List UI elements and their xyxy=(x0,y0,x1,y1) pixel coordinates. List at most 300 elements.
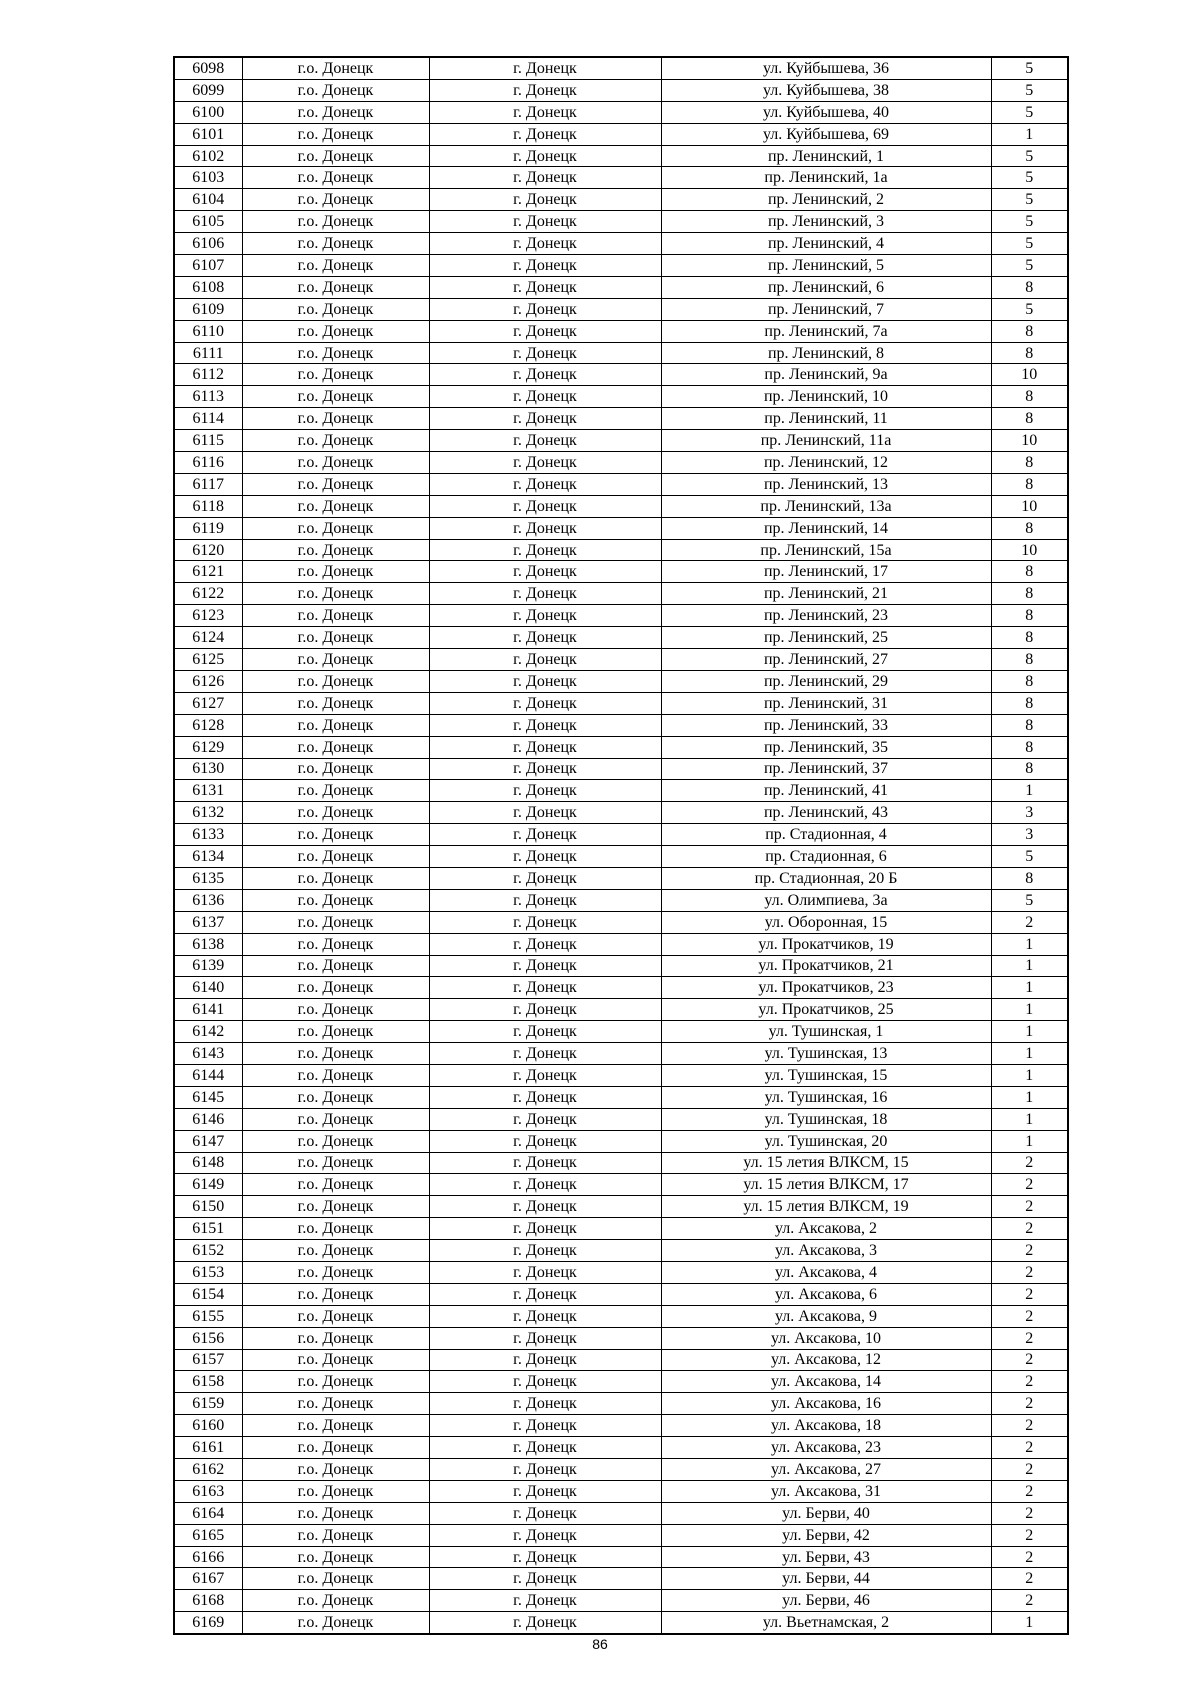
value-cell: 2 xyxy=(991,1305,1068,1327)
value-cell: 5 xyxy=(991,167,1068,189)
table-row xyxy=(174,1196,1068,1218)
city-cell: г. Донецк xyxy=(429,758,661,780)
page-number: 86 xyxy=(592,1636,608,1652)
district-cell: г.о. Донецк xyxy=(242,1305,429,1327)
district-cell: г.о. Донецк xyxy=(242,1502,429,1524)
row-number-cell: 6127 xyxy=(174,692,242,714)
district-cell: г.о. Донецк xyxy=(242,1371,429,1393)
district-cell: г.о. Донецк xyxy=(242,1218,429,1240)
table-row xyxy=(174,320,1068,342)
district-cell: г.о. Донецк xyxy=(242,452,429,474)
address-cell: пр. Ленинский, 35 xyxy=(661,736,991,758)
address-cell: ул. Аксакова, 12 xyxy=(661,1349,991,1371)
address-cell: ул. Прокатчиков, 21 xyxy=(661,955,991,977)
table-body xyxy=(174,57,1068,1634)
address-cell: ул. Берви, 43 xyxy=(661,1546,991,1568)
city-cell: г. Донецк xyxy=(429,1393,661,1415)
district-cell: г.о. Донецк xyxy=(242,1152,429,1174)
city-cell: г. Донецк xyxy=(429,977,661,999)
table-row xyxy=(174,605,1068,627)
row-number-cell: 6129 xyxy=(174,736,242,758)
address-cell: ул. Аксакова, 18 xyxy=(661,1415,991,1437)
table-row xyxy=(174,1568,1068,1590)
address-cell: ул. 15 летия ВЛКСМ, 17 xyxy=(661,1174,991,1196)
city-cell: г. Донецк xyxy=(429,867,661,889)
district-cell: г.о. Донецк xyxy=(242,1086,429,1108)
city-cell: г. Донецк xyxy=(429,1152,661,1174)
address-cell: ул. Берви, 42 xyxy=(661,1524,991,1546)
row-number-cell: 6108 xyxy=(174,276,242,298)
city-cell: г. Донецк xyxy=(429,145,661,167)
district-cell: г.о. Донецк xyxy=(242,1393,429,1415)
city-cell: г. Донецк xyxy=(429,1612,661,1634)
value-cell: 2 xyxy=(991,911,1068,933)
city-cell: г. Донецк xyxy=(429,692,661,714)
city-cell: г. Донецк xyxy=(429,211,661,233)
value-cell: 10 xyxy=(991,430,1068,452)
district-cell: г.о. Донецк xyxy=(242,670,429,692)
row-number-cell: 6161 xyxy=(174,1437,242,1459)
table-row xyxy=(174,517,1068,539)
table-row xyxy=(174,692,1068,714)
value-cell: 8 xyxy=(991,867,1068,889)
row-number-cell: 6113 xyxy=(174,386,242,408)
table-row xyxy=(174,1108,1068,1130)
value-cell: 8 xyxy=(991,692,1068,714)
row-number-cell: 6142 xyxy=(174,1021,242,1043)
row-number-cell: 6132 xyxy=(174,802,242,824)
district-cell: г.о. Донецк xyxy=(242,233,429,255)
value-cell: 8 xyxy=(991,714,1068,736)
district-cell: г.о. Донецк xyxy=(242,1240,429,1262)
row-number-cell: 6156 xyxy=(174,1327,242,1349)
row-number-cell: 6141 xyxy=(174,999,242,1021)
address-cell: ул. Прокатчиков, 23 xyxy=(661,977,991,999)
value-cell: 2 xyxy=(991,1480,1068,1502)
city-cell: г. Донецк xyxy=(429,233,661,255)
district-cell: г.о. Донецк xyxy=(242,386,429,408)
address-cell: пр. Ленинский, 21 xyxy=(661,583,991,605)
address-cell: пр. Ленинский, 11а xyxy=(661,430,991,452)
city-cell: г. Донецк xyxy=(429,1524,661,1546)
value-cell: 8 xyxy=(991,320,1068,342)
table-row xyxy=(174,1021,1068,1043)
value-cell: 2 xyxy=(991,1196,1068,1218)
district-cell: г.о. Донецк xyxy=(242,408,429,430)
table-row xyxy=(174,758,1068,780)
city-cell: г. Донецк xyxy=(429,342,661,364)
district-cell: г.о. Донецк xyxy=(242,649,429,671)
value-cell: 1 xyxy=(991,1612,1068,1634)
address-cell: ул. Берви, 46 xyxy=(661,1590,991,1612)
table-row xyxy=(174,627,1068,649)
value-cell: 2 xyxy=(991,1152,1068,1174)
table-row xyxy=(174,211,1068,233)
value-cell: 2 xyxy=(991,1371,1068,1393)
district-cell: г.о. Донецк xyxy=(242,955,429,977)
value-cell: 1 xyxy=(991,780,1068,802)
district-cell: г.о. Донецк xyxy=(242,1590,429,1612)
table-row xyxy=(174,1327,1068,1349)
city-cell: г. Донецк xyxy=(429,452,661,474)
address-cell: пр. Ленинский, 13 xyxy=(661,473,991,495)
table-row xyxy=(174,1437,1068,1459)
city-cell: г. Донецк xyxy=(429,123,661,145)
city-cell: г. Донецк xyxy=(429,736,661,758)
row-number-cell: 6143 xyxy=(174,1043,242,1065)
address-cell: ул. Куйбышева, 40 xyxy=(661,101,991,123)
address-cell: ул. Прокатчиков, 25 xyxy=(661,999,991,1021)
city-cell: г. Донецк xyxy=(429,167,661,189)
address-cell: ул. Аксакова, 23 xyxy=(661,1437,991,1459)
district-cell: г.о. Донецк xyxy=(242,1043,429,1065)
row-number-cell: 6155 xyxy=(174,1305,242,1327)
value-cell: 2 xyxy=(991,1327,1068,1349)
address-cell: пр. Ленинский, 15а xyxy=(661,539,991,561)
address-cell: пр. Ленинский, 17 xyxy=(661,561,991,583)
city-cell: г. Донецк xyxy=(429,1415,661,1437)
district-cell: г.о. Донецк xyxy=(242,79,429,101)
value-cell: 8 xyxy=(991,386,1068,408)
table-row xyxy=(174,780,1068,802)
city-cell: г. Донецк xyxy=(429,1305,661,1327)
address-cell: пр. Стадионная, 6 xyxy=(661,846,991,868)
row-number-cell: 6126 xyxy=(174,670,242,692)
table-row xyxy=(174,670,1068,692)
value-cell: 8 xyxy=(991,758,1068,780)
table-row xyxy=(174,1218,1068,1240)
table-row xyxy=(174,714,1068,736)
value-cell: 2 xyxy=(991,1568,1068,1590)
row-number-cell: 6102 xyxy=(174,145,242,167)
table-row xyxy=(174,1415,1068,1437)
district-cell: г.о. Донецк xyxy=(242,1612,429,1634)
district-cell: г.о. Донецк xyxy=(242,1415,429,1437)
city-cell: г. Донецк xyxy=(429,1064,661,1086)
row-number-cell: 6101 xyxy=(174,123,242,145)
table-row xyxy=(174,79,1068,101)
value-cell: 8 xyxy=(991,649,1068,671)
district-cell: г.о. Донецк xyxy=(242,846,429,868)
row-number-cell: 6167 xyxy=(174,1568,242,1590)
address-cell: ул. Тушинская, 15 xyxy=(661,1064,991,1086)
city-cell: г. Донецк xyxy=(429,955,661,977)
row-number-cell: 6116 xyxy=(174,452,242,474)
district-cell: г.о. Донецк xyxy=(242,276,429,298)
table-row xyxy=(174,255,1068,277)
row-number-cell: 6111 xyxy=(174,342,242,364)
address-cell: ул. Берви, 44 xyxy=(661,1568,991,1590)
value-cell: 5 xyxy=(991,101,1068,123)
value-cell: 2 xyxy=(991,1437,1068,1459)
value-cell: 1 xyxy=(991,1108,1068,1130)
city-cell: г. Донецк xyxy=(429,846,661,868)
row-number-cell: 6134 xyxy=(174,846,242,868)
table-row xyxy=(174,1371,1068,1393)
district-cell: г.о. Донецк xyxy=(242,758,429,780)
row-number-cell: 6104 xyxy=(174,189,242,211)
table-row xyxy=(174,342,1068,364)
value-cell: 3 xyxy=(991,824,1068,846)
value-cell: 2 xyxy=(991,1459,1068,1481)
value-cell: 2 xyxy=(991,1590,1068,1612)
value-cell: 1 xyxy=(991,1021,1068,1043)
address-cell: ул. 15 летия ВЛКСМ, 19 xyxy=(661,1196,991,1218)
district-cell: г.о. Донецк xyxy=(242,101,429,123)
district-cell: г.о. Донецк xyxy=(242,977,429,999)
value-cell: 5 xyxy=(991,255,1068,277)
value-cell: 2 xyxy=(991,1502,1068,1524)
address-cell: пр. Ленинский, 7а xyxy=(661,320,991,342)
city-cell: г. Донецк xyxy=(429,1437,661,1459)
row-number-cell: 6147 xyxy=(174,1130,242,1152)
table-row xyxy=(174,824,1068,846)
address-cell: пр. Ленинский, 6 xyxy=(661,276,991,298)
district-cell: г.о. Донецк xyxy=(242,1130,429,1152)
city-cell: г. Донецк xyxy=(429,627,661,649)
row-number-cell: 6117 xyxy=(174,473,242,495)
row-number-cell: 6153 xyxy=(174,1261,242,1283)
table-row xyxy=(174,1393,1068,1415)
value-cell: 3 xyxy=(991,802,1068,824)
table-row xyxy=(174,1524,1068,1546)
row-number-cell: 6100 xyxy=(174,101,242,123)
address-cell: ул. Аксакова, 16 xyxy=(661,1393,991,1415)
row-number-cell: 6137 xyxy=(174,911,242,933)
address-cell: пр. Ленинский, 12 xyxy=(661,452,991,474)
district-cell: г.о. Донецк xyxy=(242,933,429,955)
city-cell: г. Донецк xyxy=(429,1502,661,1524)
district-cell: г.о. Донецк xyxy=(242,627,429,649)
value-cell: 8 xyxy=(991,561,1068,583)
district-cell: г.о. Донецк xyxy=(242,342,429,364)
city-cell: г. Донецк xyxy=(429,714,661,736)
table-row xyxy=(174,1480,1068,1502)
table-row xyxy=(174,1305,1068,1327)
district-cell: г.о. Донецк xyxy=(242,736,429,758)
district-cell: г.о. Донецк xyxy=(242,298,429,320)
city-cell: г. Донецк xyxy=(429,802,661,824)
value-cell: 8 xyxy=(991,473,1068,495)
district-cell: г.о. Донецк xyxy=(242,692,429,714)
table-row xyxy=(174,276,1068,298)
district-cell: г.о. Донецк xyxy=(242,145,429,167)
value-cell: 8 xyxy=(991,408,1068,430)
city-cell: г. Донецк xyxy=(429,1130,661,1152)
city-cell: г. Донецк xyxy=(429,1043,661,1065)
value-cell: 5 xyxy=(991,211,1068,233)
table-row xyxy=(174,1612,1068,1634)
row-number-cell: 6133 xyxy=(174,824,242,846)
city-cell: г. Донецк xyxy=(429,1546,661,1568)
city-cell: г. Донецк xyxy=(429,189,661,211)
district-cell: г.о. Донецк xyxy=(242,1174,429,1196)
district-cell: г.о. Донецк xyxy=(242,430,429,452)
value-cell: 2 xyxy=(991,1174,1068,1196)
address-cell: пр. Ленинский, 1 xyxy=(661,145,991,167)
row-number-cell: 6119 xyxy=(174,517,242,539)
district-cell: г.о. Донецк xyxy=(242,1108,429,1130)
value-cell: 5 xyxy=(991,145,1068,167)
city-cell: г. Донецк xyxy=(429,605,661,627)
table-row xyxy=(174,233,1068,255)
row-number-cell: 6158 xyxy=(174,1371,242,1393)
district-cell: г.о. Донецк xyxy=(242,1021,429,1043)
value-cell: 1 xyxy=(991,955,1068,977)
table-row xyxy=(174,1240,1068,1262)
address-cell: ул. Аксакова, 2 xyxy=(661,1218,991,1240)
address-cell: пр. Ленинский, 43 xyxy=(661,802,991,824)
table-row xyxy=(174,386,1068,408)
city-cell: г. Донецк xyxy=(429,1086,661,1108)
table-row xyxy=(174,57,1068,79)
city-cell: г. Донецк xyxy=(429,539,661,561)
row-number-cell: 6128 xyxy=(174,714,242,736)
district-cell: г.о. Донецк xyxy=(242,189,429,211)
value-cell: 1 xyxy=(991,999,1068,1021)
district-cell: г.о. Донецк xyxy=(242,911,429,933)
row-number-cell: 6168 xyxy=(174,1590,242,1612)
value-cell: 2 xyxy=(991,1546,1068,1568)
row-number-cell: 6144 xyxy=(174,1064,242,1086)
table-row xyxy=(174,101,1068,123)
district-cell: г.о. Донецк xyxy=(242,1480,429,1502)
district-cell: г.о. Донецк xyxy=(242,255,429,277)
address-cell: пр. Ленинский, 1а xyxy=(661,167,991,189)
city-cell: г. Донецк xyxy=(429,1218,661,1240)
table-row xyxy=(174,1590,1068,1612)
address-cell: ул. Тушинская, 13 xyxy=(661,1043,991,1065)
row-number-cell: 6164 xyxy=(174,1502,242,1524)
table-row xyxy=(174,1261,1068,1283)
row-number-cell: 6165 xyxy=(174,1524,242,1546)
district-cell: г.о. Донецк xyxy=(242,1546,429,1568)
row-number-cell: 6152 xyxy=(174,1240,242,1262)
city-cell: г. Донецк xyxy=(429,1108,661,1130)
district-cell: г.о. Донецк xyxy=(242,561,429,583)
table-row xyxy=(174,736,1068,758)
city-cell: г. Донецк xyxy=(429,824,661,846)
table-row xyxy=(174,145,1068,167)
address-cell: пр. Ленинский, 31 xyxy=(661,692,991,714)
table-row xyxy=(174,846,1068,868)
table-row xyxy=(174,802,1068,824)
row-number-cell: 6160 xyxy=(174,1415,242,1437)
district-cell: г.о. Донецк xyxy=(242,1261,429,1283)
address-cell: ул. Оборонная, 15 xyxy=(661,911,991,933)
row-number-cell: 6146 xyxy=(174,1108,242,1130)
row-number-cell: 6135 xyxy=(174,867,242,889)
address-cell: пр. Ленинский, 10 xyxy=(661,386,991,408)
city-cell: г. Донецк xyxy=(429,1021,661,1043)
district-cell: г.о. Донецк xyxy=(242,867,429,889)
value-cell: 8 xyxy=(991,583,1068,605)
city-cell: г. Донецк xyxy=(429,364,661,386)
row-number-cell: 6136 xyxy=(174,889,242,911)
value-cell: 10 xyxy=(991,364,1068,386)
value-cell: 5 xyxy=(991,846,1068,868)
value-cell: 5 xyxy=(991,298,1068,320)
district-cell: г.о. Донецк xyxy=(242,1437,429,1459)
row-number-cell: 6145 xyxy=(174,1086,242,1108)
row-number-cell: 6115 xyxy=(174,430,242,452)
value-cell: 8 xyxy=(991,605,1068,627)
value-cell: 8 xyxy=(991,517,1068,539)
table-row xyxy=(174,1459,1068,1481)
address-cell: ул. Тушинская, 1 xyxy=(661,1021,991,1043)
row-number-cell: 6103 xyxy=(174,167,242,189)
table-row xyxy=(174,583,1068,605)
address-cell: ул. Аксакова, 9 xyxy=(661,1305,991,1327)
district-cell: г.о. Донецк xyxy=(242,889,429,911)
value-cell: 10 xyxy=(991,539,1068,561)
table-row xyxy=(174,1130,1068,1152)
city-cell: г. Донецк xyxy=(429,408,661,430)
row-number-cell: 6125 xyxy=(174,649,242,671)
district-cell: г.о. Донецк xyxy=(242,714,429,736)
row-number-cell: 6112 xyxy=(174,364,242,386)
city-cell: г. Донецк xyxy=(429,780,661,802)
district-cell: г.о. Донецк xyxy=(242,364,429,386)
city-cell: г. Донецк xyxy=(429,298,661,320)
district-cell: г.о. Донецк xyxy=(242,1064,429,1086)
table-row xyxy=(174,649,1068,671)
row-number-cell: 6123 xyxy=(174,605,242,627)
table-row xyxy=(174,473,1068,495)
district-cell: г.о. Донецк xyxy=(242,802,429,824)
district-cell: г.о. Донецк xyxy=(242,211,429,233)
city-cell: г. Донецк xyxy=(429,473,661,495)
table-row xyxy=(174,408,1068,430)
value-cell: 5 xyxy=(991,889,1068,911)
city-cell: г. Донецк xyxy=(429,1196,661,1218)
row-number-cell: 6150 xyxy=(174,1196,242,1218)
value-cell: 1 xyxy=(991,933,1068,955)
table-row xyxy=(174,364,1068,386)
address-cell: ул. Прокатчиков, 19 xyxy=(661,933,991,955)
address-cell: ул. Аксакова, 3 xyxy=(661,1240,991,1262)
value-cell: 2 xyxy=(991,1261,1068,1283)
address-cell: ул. Аксакова, 14 xyxy=(661,1371,991,1393)
table-row xyxy=(174,911,1068,933)
row-number-cell: 6106 xyxy=(174,233,242,255)
value-cell: 5 xyxy=(991,233,1068,255)
row-number-cell: 6131 xyxy=(174,780,242,802)
city-cell: г. Донецк xyxy=(429,1590,661,1612)
address-cell: ул. Тушинская, 16 xyxy=(661,1086,991,1108)
row-number-cell: 6098 xyxy=(174,57,242,79)
address-cell: пр. Ленинский, 8 xyxy=(661,342,991,364)
address-cell: ул. Олимпиева, 3а xyxy=(661,889,991,911)
city-cell: г. Донецк xyxy=(429,1349,661,1371)
row-number-cell: 6159 xyxy=(174,1393,242,1415)
table-row xyxy=(174,867,1068,889)
district-cell: г.о. Донецк xyxy=(242,1349,429,1371)
address-cell: ул. Аксакова, 31 xyxy=(661,1480,991,1502)
district-cell: г.о. Донецк xyxy=(242,1196,429,1218)
row-number-cell: 6105 xyxy=(174,211,242,233)
value-cell: 8 xyxy=(991,276,1068,298)
city-cell: г. Донецк xyxy=(429,517,661,539)
city-cell: г. Донецк xyxy=(429,1371,661,1393)
district-cell: г.о. Донецк xyxy=(242,999,429,1021)
address-cell: пр. Ленинский, 13а xyxy=(661,495,991,517)
row-number-cell: 6099 xyxy=(174,79,242,101)
row-number-cell: 6162 xyxy=(174,1459,242,1481)
city-cell: г. Донецк xyxy=(429,430,661,452)
value-cell: 1 xyxy=(991,123,1068,145)
value-cell: 5 xyxy=(991,79,1068,101)
